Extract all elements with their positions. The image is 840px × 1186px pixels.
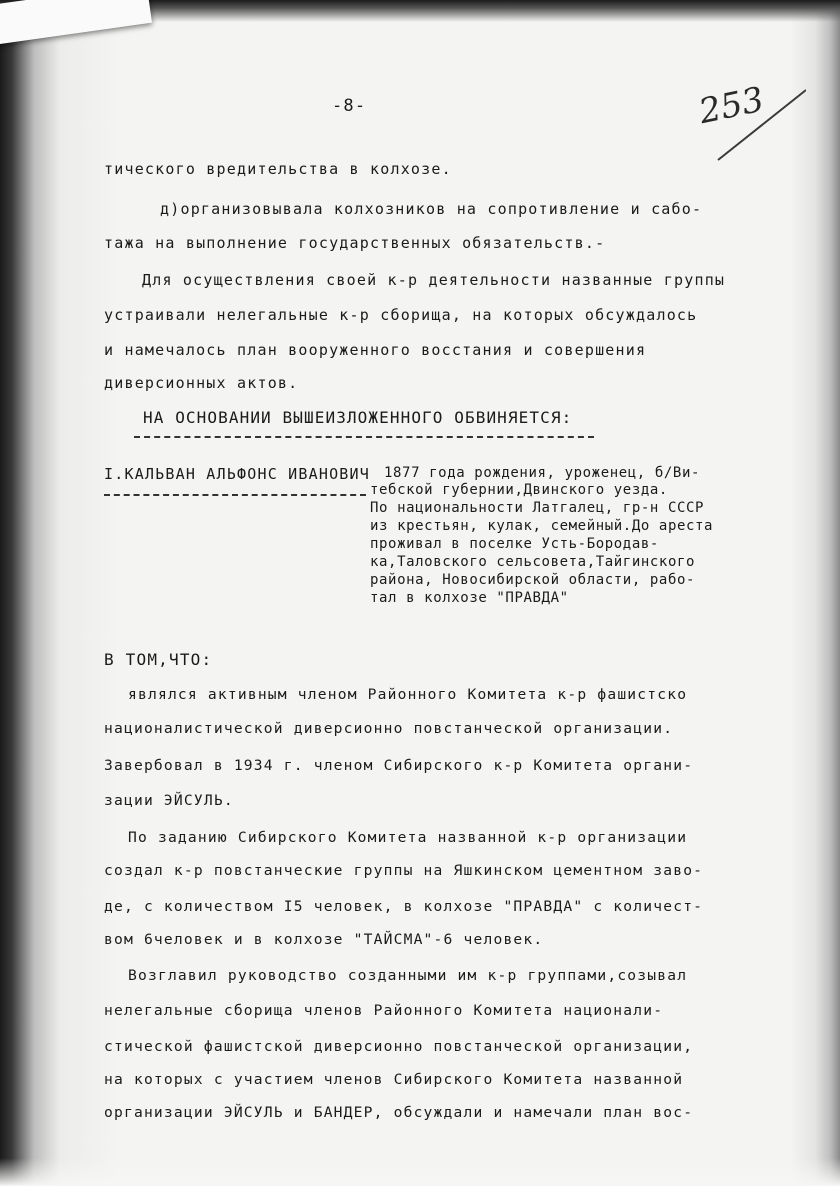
text-line: де, с количеством I5 человек, в колхозе "ПРАВДА" с количест- <box>104 898 704 915</box>
text-line: Для осуществления своей к-р деятельности названные группы <box>142 271 726 289</box>
text-line: диверсионных актов. <box>104 374 299 392</box>
text-line: устраивали нелегальные к-р сборища, на которых обсуждалось <box>104 306 698 324</box>
text-line: на которых с участием членов Сибирского Комитета названной <box>104 1071 684 1088</box>
text-line: националистической диверсионно повстанческой организации. <box>104 720 674 737</box>
text-line: нелегальные сборища членов Районного Комитета национали- <box>104 1002 664 1019</box>
heading-underline <box>134 436 594 438</box>
text-line: вом 6человек и в колхозе "ТАЙСМА"-6 человек. <box>104 931 544 948</box>
text-line: тического вредительства в колхозе. <box>104 160 452 178</box>
accused-details: района, Новосибирской области, рабо- <box>370 572 696 588</box>
text-line: По заданию Сибирского Комитета названной к-р организации <box>128 829 688 846</box>
archive-number: 253 <box>696 79 768 133</box>
accused-details: тал в колхозе "ПРАВДА" <box>370 590 569 606</box>
page-number: -8- <box>332 96 367 116</box>
accused-name: I.КАЛЬВАН АЛЬФОНС ИВАНОВИЧ <box>104 465 370 483</box>
accused-details: тебской губернии,Двинского уезда. <box>370 482 668 498</box>
accused-details: из крестьян, кулак, семейный.До ареста <box>370 518 714 534</box>
name-underline <box>104 494 366 496</box>
text-line: зации ЭЙСУЛЬ. <box>104 792 234 809</box>
accused-details: проживал в поселке Усть-Бородав- <box>370 536 659 552</box>
folded-corner <box>0 0 152 45</box>
text-line: Завербовал в 1934 г. членом Сибирского к-р Комитета органи- <box>104 757 694 774</box>
text-line: д)организовывала колхозников на сопротивление и сабо- <box>160 200 703 218</box>
section-heading: НА ОСНОВАНИИ ВЫШЕИЗЛОЖЕННОГО ОБВИНЯЕТСЯ: <box>143 408 573 427</box>
text-line: и намечалось план вооруженного восстания и совершения <box>104 341 647 359</box>
text-line: организации ЭЙСУЛЬ и БАНДЕР, обсуждали и намечали план вос- <box>104 1104 694 1121</box>
text-line: создал к-р повстанческие группы на Яшкинском цементном заво- <box>104 862 704 879</box>
text-line: стической фашистской диверсионно повстанческой организации, <box>104 1038 694 1055</box>
text-line: являлся активным членом Районного Комитета к-р фашистско <box>128 686 688 703</box>
accused-details: По национальности Латгалец, гр-н СССР <box>370 500 705 516</box>
handwritten-archive-number <box>696 60 806 170</box>
charge-heading: В ТОМ,ЧТО: <box>104 650 213 669</box>
scan-shadow-bottom <box>0 1158 840 1186</box>
accused-details: ка,Таловского сельсовета,Тайгинского <box>370 554 696 570</box>
text-line: Возглавил руководство созданными им к-р группами,созывал <box>128 967 688 984</box>
text-line: тажа на выполнение государственных обязательств.- <box>104 234 606 252</box>
accused-details: 1877 года рождения, уроженец, б/Ви- <box>384 465 701 481</box>
